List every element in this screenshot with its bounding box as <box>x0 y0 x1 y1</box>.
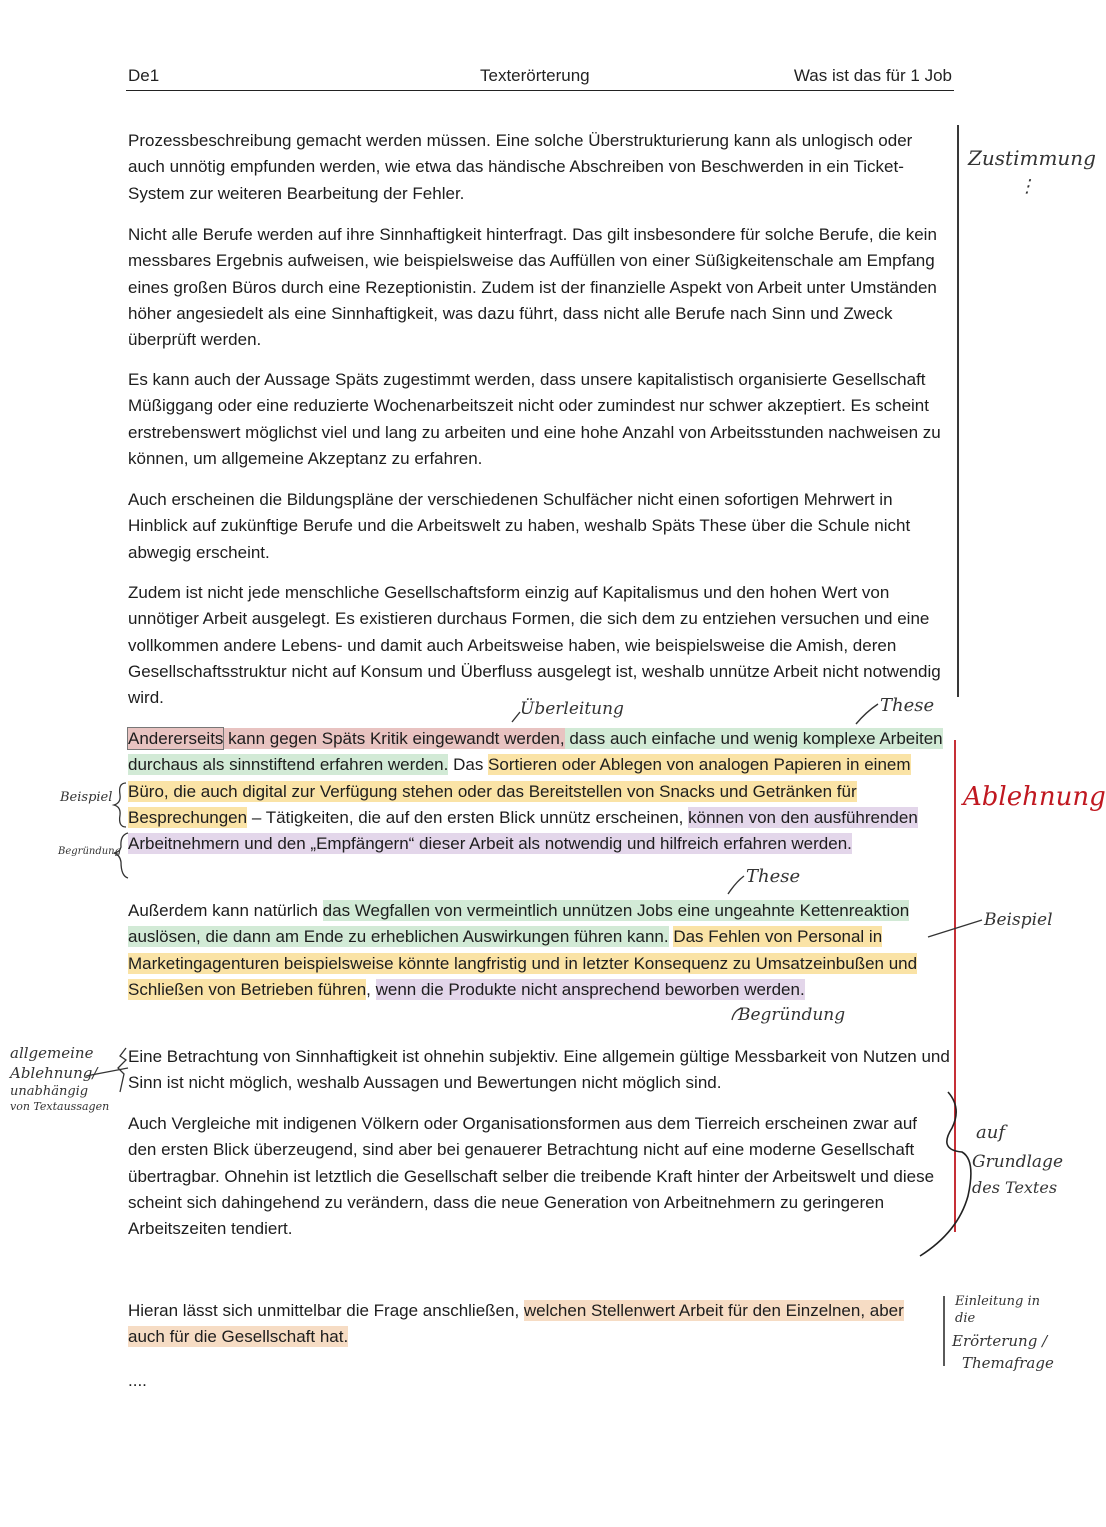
paragraph-10 <box>128 1298 928 1351</box>
paragraph-2: Nicht alle Berufe werden auf ihre Sinnhaftigkeit hinterfragt. Das gilt insbesondere für solche Berufe, die kein messbares Ergebnis aufweisen, wie beispielsweise das Auffüllen von einer Süßigkeitenschale am Empfang eines großen Büros durch eine Rezeptionistin. Zudem ist der finanzielle Aspekt von Arbeit unter Umständen höher angesiedelt als eine Sinnhaftigkeit, was dazu führt, dass nicht alle Berufe nach Sinn und Zweck überprüft werden. <box>128 225 937 350</box>
paragraph-1: Prozessbeschreibung gemacht werden müssen. Eine solche Überstrukturierung kann als unlogisch oder auch unnötig empfunden werden, wie etwa das händische Abschreiben von Beschwerden in ein Ticket-System zur weiteren Bearbeitung der Fehler. <box>128 131 913 203</box>
annotation-beispiel-right: Beispiel <box>984 910 1053 930</box>
plain-text: Das <box>448 755 489 775</box>
annotation-von-textaussagen: von Textaussagen <box>10 1100 110 1113</box>
annotation-ablehnung-small: Ablehnung/ <box>10 1064 98 1082</box>
annotation-des-textes: des Textes <box>972 1178 1058 1197</box>
plain-text: Hieran lässt sich unmittelbar die Frage anschließen, <box>128 1301 524 1320</box>
reasoning-highlight: wenn die Produkte nicht ansprechend beworben werden. <box>375 979 805 999</box>
annotation-die: die <box>955 1311 976 1326</box>
paragraph-3: Es kann auch der Aussage Späts zugestimmt werden, dass unsere kapitalistisch organisierte Gesellschaft Müßiggang oder eine reduzierte Wochenarbeitszeit nicht oder zumindest nur schwer akzeptiert. Es scheint erstrebenswert möglichst viel und lang zu arbeiten und eine hohe Anzahl von Arbeitsstunden nachweisen zu können, um allgemeine Akzeptanz zu erfahren. <box>128 370 941 468</box>
annotation-these-1: These <box>880 695 935 716</box>
ueberleitung-pointer <box>512 712 520 722</box>
header-course: De1 <box>128 66 160 85</box>
annotation-unabhaengig: unabhängig <box>10 1084 89 1099</box>
these-pointer-2 <box>728 876 744 894</box>
paragraph-9: Auch Vergleiche mit indigenen Völkern oder Organisationsformen aus dem Tierreich erscheinen zwar auf den ersten Blick überzeugend, sind aber bei genauerer Betrachtung nicht auf eine moderne Gesellschaft übertragbar. Ohnehin ist letztlich die Gesellschaft selber die treibende Kraft hinter der Arbeitswelt und diese scheint sich dahingehend zu verändern, dass die neue Generation von Arbeitnehmern zu geringeren Arbeitszeiten tendiert. <box>128 1114 935 1239</box>
annotation-these-2: These <box>746 866 801 887</box>
paragraph-7 <box>128 898 938 1003</box>
annotation-zustimmung-dots: ⋮ <box>1018 176 1036 197</box>
reasoning-highlight: können von den ausführenden Arbeitnehmern und den „Empfängern“ dieser Arbeit als notwendig und hilfreich erfahren werden. <box>128 807 918 854</box>
plain-text: , <box>366 979 376 999</box>
annotation-auf: auf <box>976 1122 1005 1143</box>
header-subtitle: Was ist das für 1 Job <box>793 66 952 85</box>
topic-question-highlight: welchen Stellenwert Arbeit für den Einzelnen, aber auch für die Gesellschaft hat. <box>128 1301 904 1347</box>
annotation-allgemeine: allgemeine <box>10 1044 94 1062</box>
plain-text: – Tätigkeiten, die auf den ersten Blick unnütz erscheinen, <box>247 807 689 827</box>
annotation-beispiel-left: Beispiel <box>60 790 113 805</box>
paragraph-6 <box>128 726 943 857</box>
thesis-highlight: dass auch einfache und wenig komplexe Arbeiten durchaus als sinnstiftend erfahren werden. <box>128 729 943 775</box>
annotation-begruendung-bottom: Begründung <box>738 1005 846 1025</box>
allgemein-brace <box>118 1048 126 1092</box>
annotation-einleitung-in: Einleitung in <box>955 1294 1040 1309</box>
annotation-ueberleitung: Überleitung <box>520 699 624 719</box>
header-title: Texterörterung <box>480 66 590 85</box>
counter-intro: kann gegen Späts Kritik eingewandt werden, <box>223 729 565 748</box>
annotation-begruendung-left: Begründung <box>58 846 122 857</box>
page-header <box>126 64 954 91</box>
annotation-themafrage: Themafrage <box>962 1354 1054 1372</box>
annotation-eroerterung: Erörterung / <box>952 1332 1048 1350</box>
paragraph-5: Zudem ist nicht jede menschliche Gesellschaftsform einzig auf Kapitalismus und den hohen Wert von unnötiger Arbeit ausgelegt. Es existieren durchaus Formen, die sich dem zu entziehen versuchen und eine vollkommen andere Lebens- und damit auch Arbeitsweise haben, wie beispielsweise die Amish, deren Gesellschaftsstruktur nicht auf Konsum und Überfluss ausgelegt ist, weshalb unnütze Arbeit nicht notwendig wird. <box>128 583 941 708</box>
annotation-grundlage: Grundlage <box>972 1152 1064 1172</box>
transition-word: Andererseits <box>128 729 224 748</box>
paragraph-8: Eine Betrachtung von Sinnhaftigkeit ist ohnehin subjektiv. Eine allgemein gültige Messbarkeit von Nutzen und Sinn ist nicht möglich, weshalb Aussagen und Bewertungen nicht möglich sind. <box>128 1047 950 1093</box>
paragraph-4: Auch erscheinen die Bildungspläne der verschiedenen Schulfächer nicht einen sofortigen Mehrwert in Hinblick auf zukünftige Berufe und die Arbeitswelt zu haben, weshalb Späts These über die Schule nicht abwegig erscheint. <box>128 490 911 562</box>
annotation-ablehnung: Ablehnung <box>963 782 1106 812</box>
example-highlight: Das Fehlen von Personal in Marketingagenturen beispielsweise könnte langfristig und in letzter Konsequenz zu Umsatzeinbußen und Schließen von Betrieben führen <box>128 927 918 999</box>
beispiel-brace-left <box>114 783 126 827</box>
annotation-zustimmung: Zustimmung <box>968 146 1096 170</box>
example-highlight: Sortieren oder Ablegen von analogen Papieren in einem Büro, die auch digital zur Verfügung stehen oder das Bereitstellen von Snacks und Getränken für Besprechungen <box>128 755 911 827</box>
ellipsis: .... <box>128 1371 147 1390</box>
plain-text: Außerdem kann natürlich <box>128 901 323 920</box>
thesis-highlight: das Wegfallen von vermeintlich unnützen Jobs eine ungeahnte Kettenreaktion auslösen, die dann am Ende zu erheblichen Auswirkungen führen kann. <box>128 901 910 947</box>
